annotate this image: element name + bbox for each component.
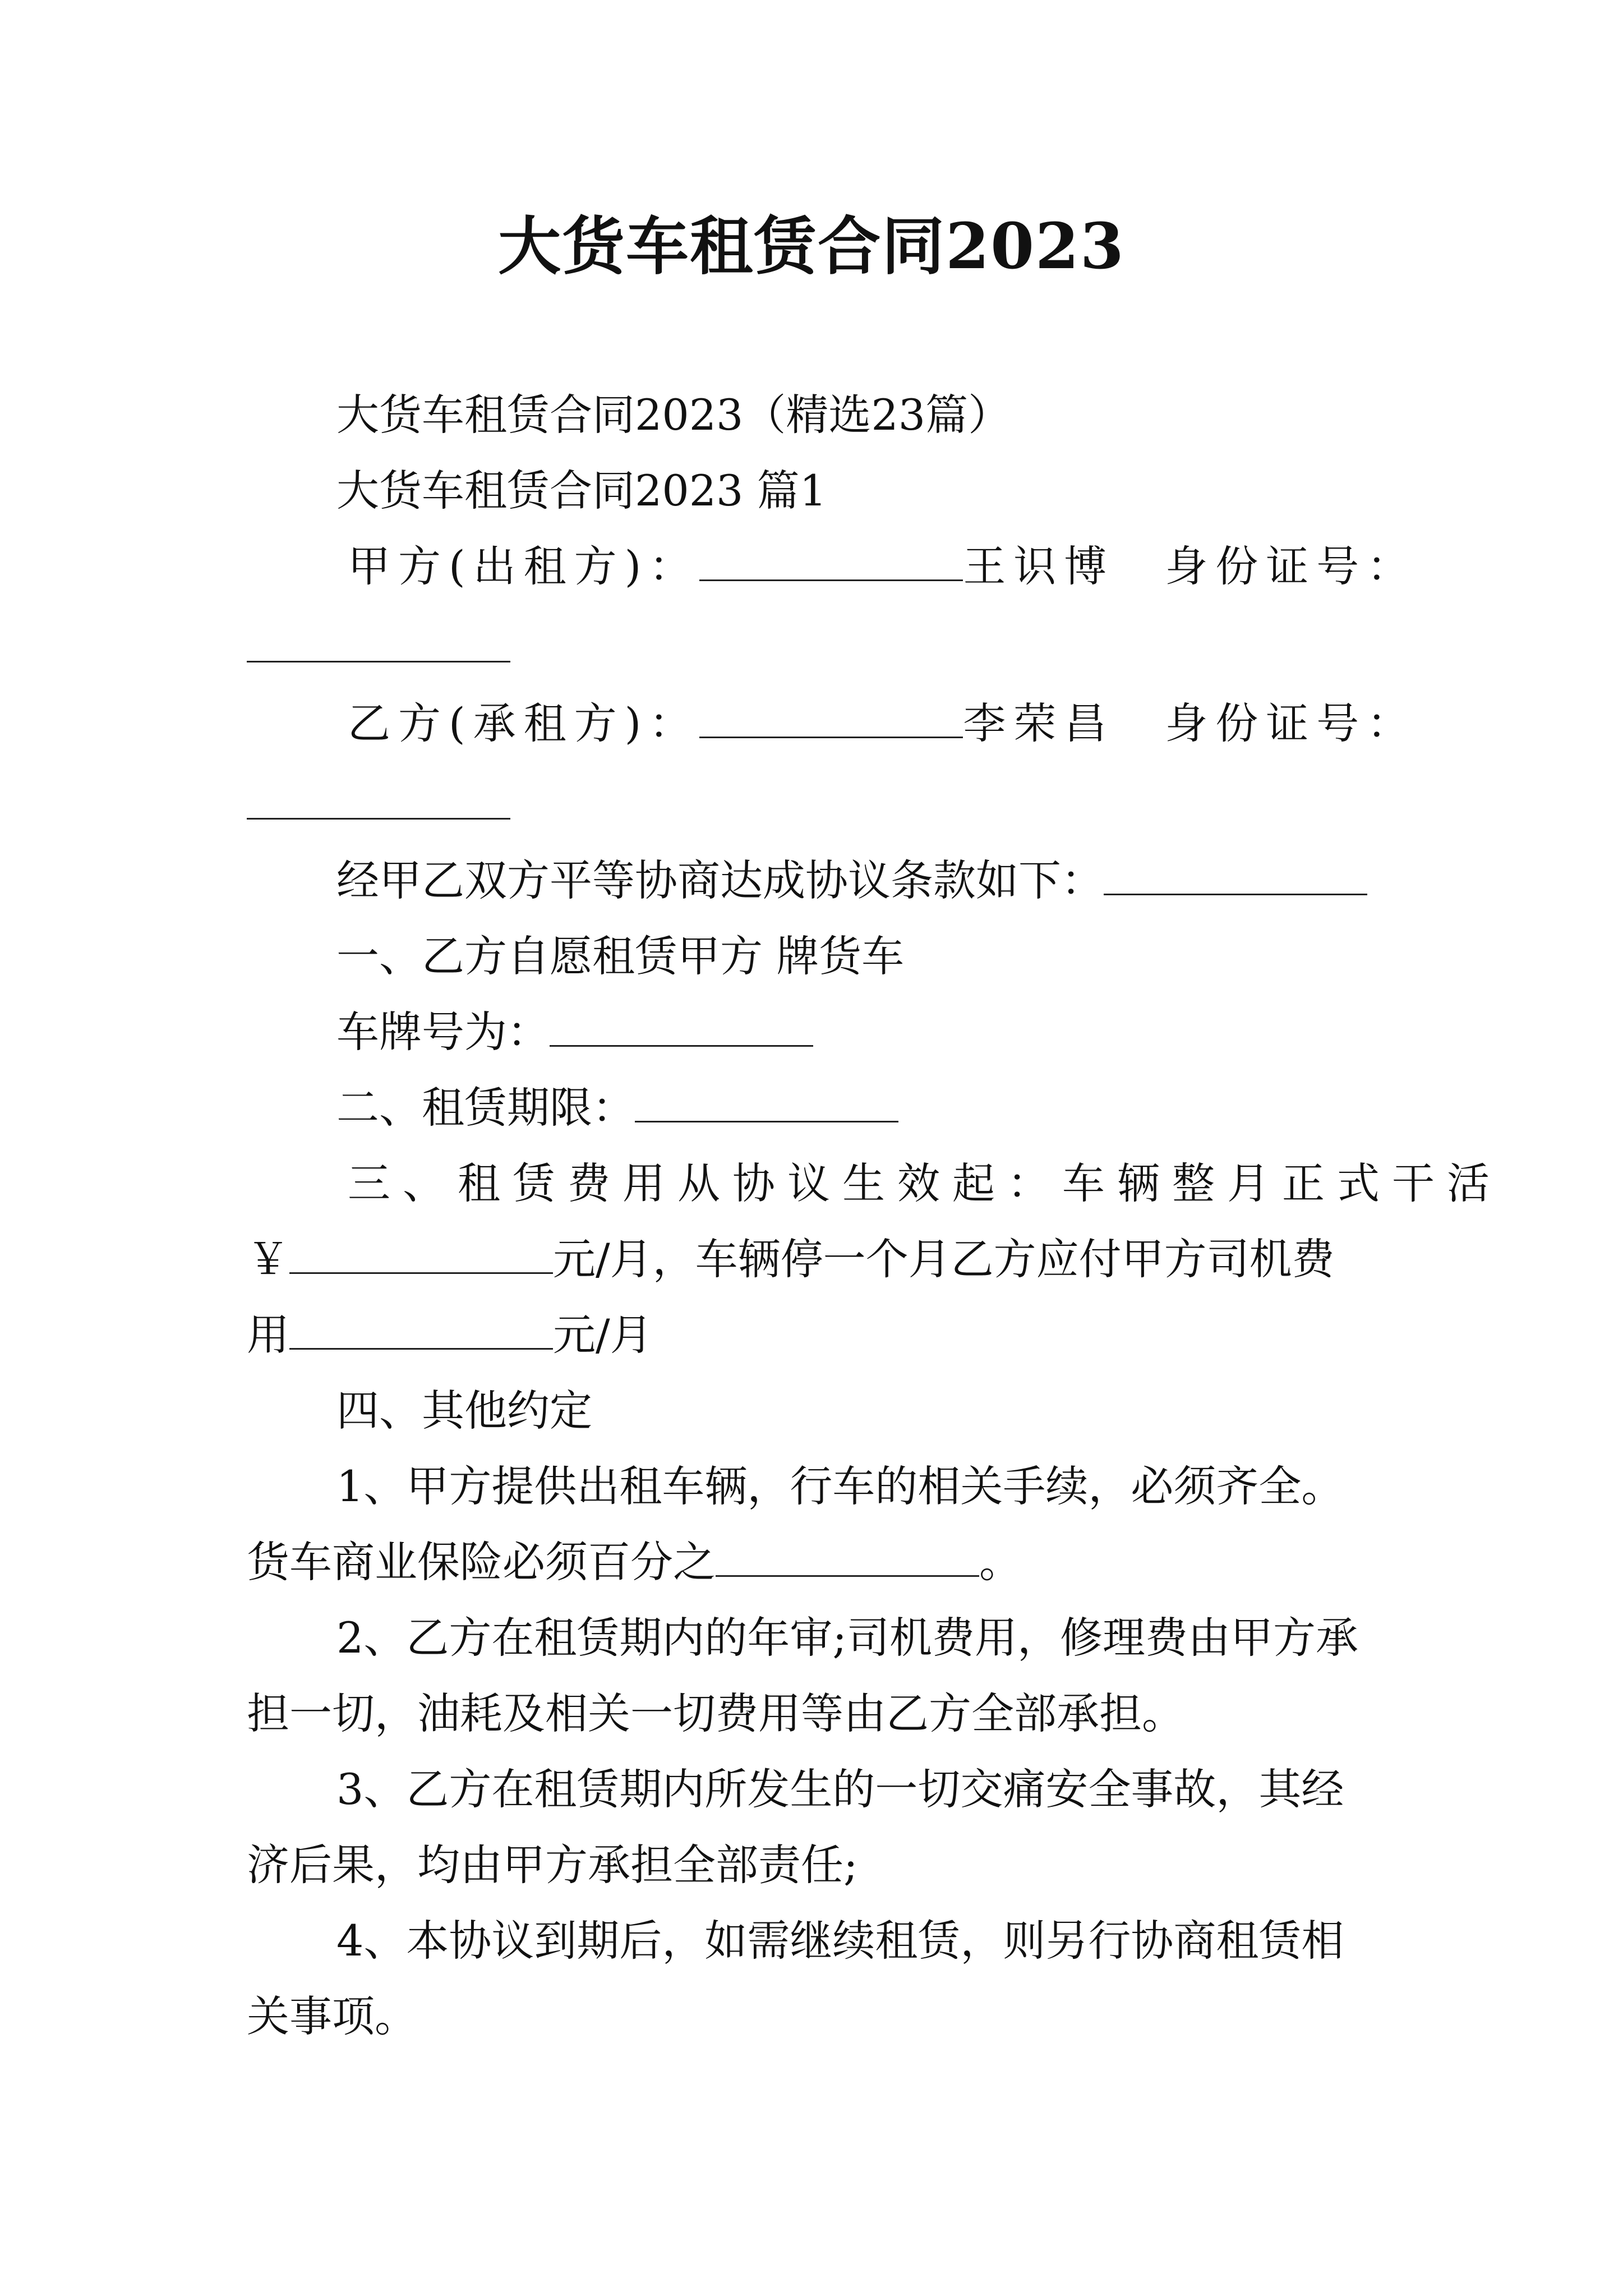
clause-3-prefix: 用 bbox=[247, 1310, 289, 1360]
lease-term-blank bbox=[635, 1087, 898, 1122]
document-title: 大货车租赁合同2023 bbox=[498, 210, 1125, 283]
clause-3-unit-2: 元/月 bbox=[553, 1310, 653, 1360]
party-a-line bbox=[348, 539, 1417, 595]
party-b-label: 乙方(承租方)： bbox=[348, 698, 700, 748]
party-b-id-label: 身份证号： bbox=[1165, 698, 1418, 748]
plate-label: 车牌号为： bbox=[336, 1007, 550, 1057]
section-heading: 大货车租赁合同2023 篇1 bbox=[336, 466, 827, 516]
intro-line bbox=[336, 853, 1367, 909]
item-4-line-1: 4、本协议到期后，如需继续租赁，则另行协商租赁相 bbox=[336, 1916, 1344, 1966]
clause-3-line-2 bbox=[247, 1231, 1335, 1287]
item-1-line-2 bbox=[247, 1534, 1022, 1590]
item-3-line-1: 3、乙方在租赁期内所发生的一切交痛安全事故，其经 bbox=[336, 1764, 1344, 1814]
intro-blank bbox=[1104, 860, 1367, 895]
clause-4-heading: 四、其他约定 bbox=[336, 1386, 592, 1435]
clause-2-label: 二、租赁期限： bbox=[336, 1083, 635, 1133]
insurance-percent-blank bbox=[716, 1542, 979, 1577]
party-a-id-label: 身份证号： bbox=[1165, 541, 1418, 591]
plate-blank bbox=[550, 1011, 813, 1047]
party-b-id-blank bbox=[247, 818, 510, 820]
item-2-line-2: 担一切，油耗及相关一切费用等由乙方全部承担。 bbox=[247, 1688, 1184, 1738]
clause-1: 一、乙方自愿租赁甲方 牌货车 bbox=[336, 931, 905, 981]
party-a-label: 甲方(出租方)： bbox=[348, 541, 700, 591]
item-4-line-2: 关事项。 bbox=[247, 1991, 417, 2041]
party-a-id-blank bbox=[247, 661, 510, 662]
party-b-blank bbox=[699, 703, 963, 738]
item-2-line-1: 2、乙方在租赁期内的年审;司机费用，修理费由甲方承 bbox=[336, 1613, 1358, 1663]
party-a-blank bbox=[699, 546, 963, 581]
clause-2-line bbox=[336, 1080, 898, 1136]
party-b-name: 李荣昌 bbox=[963, 698, 1115, 748]
item-1-line-1: 1、甲方提供出租车辆，行车的相关手续，必须齐全。 bbox=[336, 1461, 1344, 1511]
clause-3-line-1: 三、租赁费用从协议生效起：车辆整月正式干活 bbox=[348, 1158, 1502, 1208]
clause-3-line-3 bbox=[247, 1307, 653, 1363]
plate-line bbox=[336, 1004, 813, 1060]
item-1-prefix: 货车商业保险必须百分之 bbox=[247, 1537, 716, 1587]
driver-fee-blank bbox=[289, 1314, 553, 1350]
subtitle: 大货车租赁合同2023（精选23篇） bbox=[336, 390, 1011, 440]
item-1-suffix: 。 bbox=[979, 1537, 1022, 1587]
item-3-line-2: 济后果，均由甲方承担全部责任; bbox=[247, 1840, 858, 1890]
monthly-fee-blank bbox=[289, 1239, 553, 1274]
intro-text: 经甲乙双方平等协商达成协议条款如下： bbox=[336, 855, 1104, 905]
clause-3-unit-1: 元/月，车辆停一个月乙方应付甲方司机费 bbox=[553, 1234, 1335, 1284]
currency-symbol: ￥ bbox=[247, 1234, 289, 1284]
party-b-line bbox=[348, 696, 1417, 752]
party-a-name: 王识博 bbox=[963, 541, 1115, 591]
